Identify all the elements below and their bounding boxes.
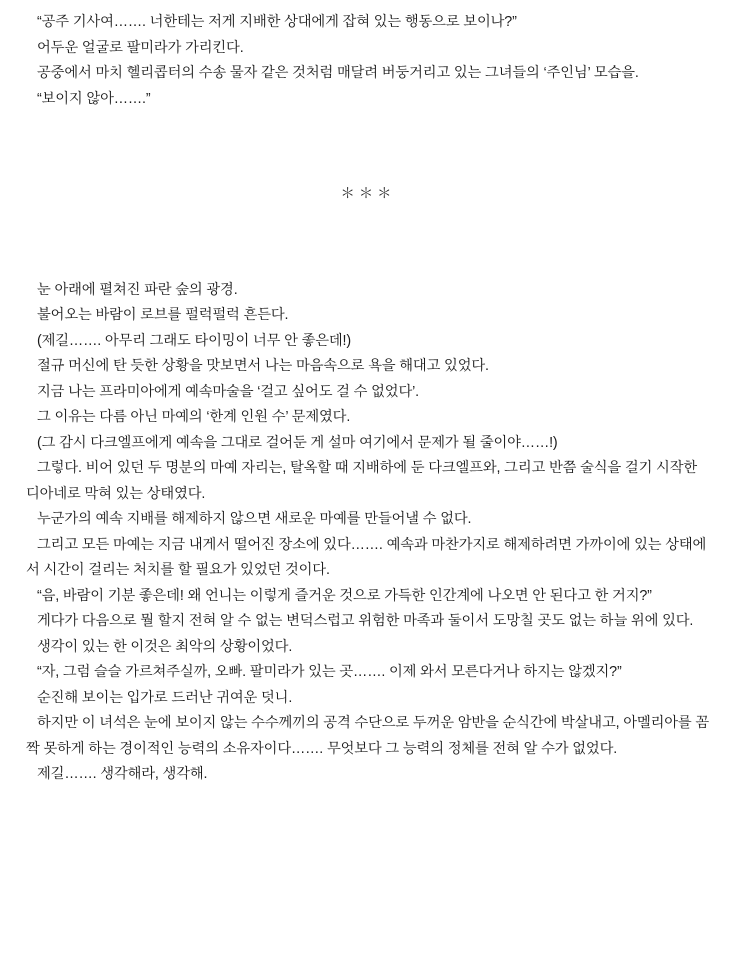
scene-break: ＊＊＊ [340, 186, 396, 202]
paragraph: 공중에서 마치 헬리콥터의 수송 물자 같은 것처럼 매달려 버둥거리고 있는 그녀들의 ‘주인님’ 모습을. [37, 65, 639, 81]
paragraph: 하지만 이 녀석은 눈에 보이지 않는 수수께끼의 공격 수단으로 두꺼운 암반을 순식간에 박살내고, 아멜리아를 꼼짝 못하게 하는 경이적인 능력의 소유자이다……. 무엇보다 그 능력의 정체를 전혀 알 수가 없었다. [26, 715, 710, 757]
paragraph: 불어오는 바람이 로브를 펄럭펄럭 흔든다. [37, 307, 289, 323]
paragraph: 지금 나는 프라미아에게 예속마술을 ‘걸고 싶어도 걸 수 없었다’. [37, 383, 419, 400]
paragraph: 눈 아래에 펼쳐진 파란 숲의 광경. [37, 281, 238, 298]
paragraph: 그렇다. 비어 있던 두 명분의 마예 자리는, 탈옥할 때 지배하에 둔 다크엘프와, 그리고 반쯤 술식을 걸기 시작한 디아네로 막혀 있는 상태였다. [26, 460, 698, 502]
paragraph: 순진해 보이는 입가로 드러난 귀여운 덧니. [37, 689, 293, 706]
paragraph: 절규 머신에 탄 듯한 상황을 맛보면서 나는 마음속으로 욕을 해대고 있었다. [37, 358, 489, 374]
paragraph: 제길……. 생각해라, 생각해. [37, 766, 208, 782]
paragraph: “보이지 않아…….” [37, 90, 151, 107]
text-block-one [26, 10, 710, 112]
paragraph: “자, 그럼 슬슬 가르쳐주실까, 오빠. 팔미라가 있는 곳……. 이제 와서 모른다거나 하지는 않겠지?” [37, 664, 622, 680]
paragraph: 그리고 모든 마예는 지금 내게서 떨어진 장소에 있다……. 예속과 마찬가지로 해제하려면 가까이에 있는 상태에서 시간이 걸리는 처치를 할 필요가 있었던 것이다. [26, 536, 707, 578]
paragraph: 게다가 다음으로 뭘 할지 전혀 알 수 없는 변덕스럽고 위험한 마족과 둘이서 도망칠 곳도 없는 하늘 위에 있다. [37, 613, 694, 629]
paragraph: “공주 기사여……. 너한테는 저게 지배한 상대에게 잡혀 있는 행동으로 보이나?” [37, 14, 517, 30]
paragraph: (그 감시 다크엘프에게 예속을 그대로 걸어둔 게 설마 여기에서 문제가 될 줄이야……!) [37, 434, 558, 451]
spacer-after-scene-break [26, 208, 710, 278]
spacer-before-scene-break [26, 112, 710, 182]
paragraph: 그 이유는 다름 아닌 마예의 ‘한계 인원 수’ 문제였다. [37, 409, 351, 425]
paragraph: 어두운 얼굴로 팔미라가 가리킨다. [37, 39, 244, 56]
paragraph: (제길……. 아무리 그래도 타이밍이 너무 안 좋은데!) [37, 332, 351, 349]
text-block-two [26, 278, 710, 788]
paragraph: “음, 바람이 기분 좋은데! 왜 언니는 이렇게 즐거운 것으로 가득한 인간계에 나오면 안 된다고 한 거지?” [37, 587, 652, 604]
paragraph: 누군가의 예속 지배를 해제하지 않으면 새로운 마예를 만들어낼 수 없다. [37, 511, 472, 527]
paragraph: 생각이 있는 한 이것은 최악의 상황이었다. [37, 638, 293, 655]
